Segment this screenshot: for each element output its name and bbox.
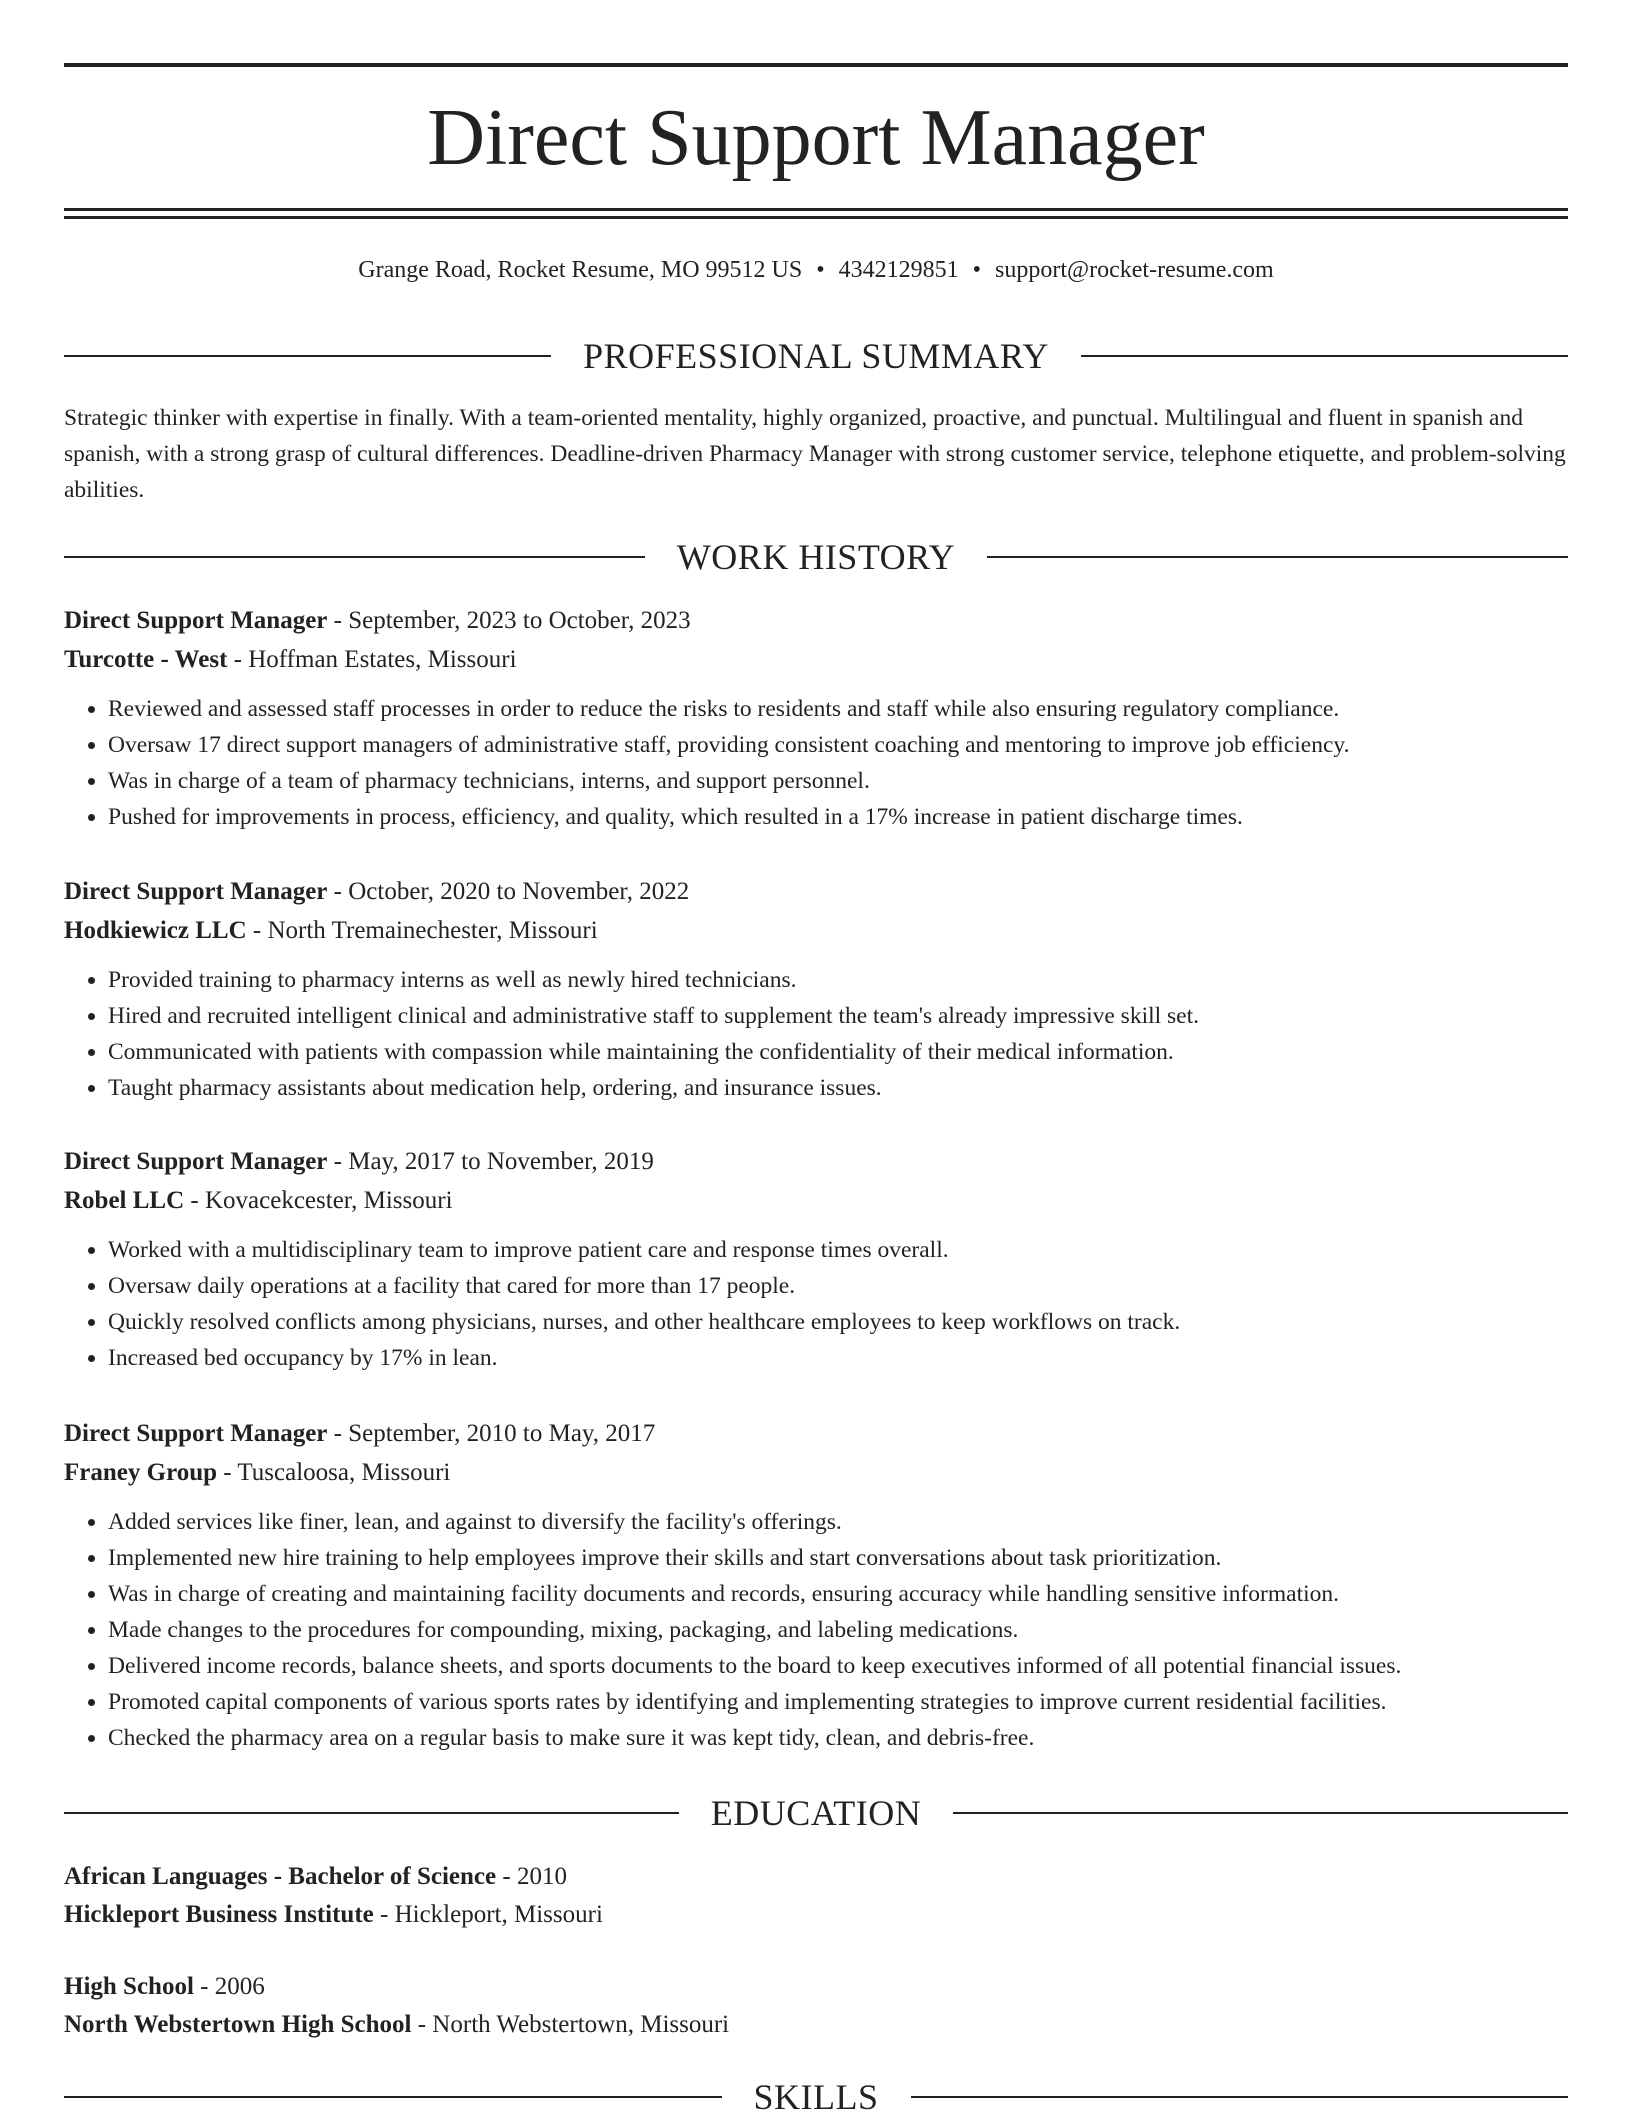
education-degree-line [64, 1858, 1568, 1896]
job-entry [64, 1144, 1568, 1376]
section-heading-skills [64, 2075, 1568, 2119]
section-rule-left [64, 1812, 679, 1814]
job-entry [64, 1416, 1568, 1756]
job-bullet: • Reviewed and assessed staff processes in order to reduce the risks to residents and staff while also ensuring regulatory compliance. [108, 691, 1568, 727]
job-location: - Kovacekcester, Missouri [184, 1187, 453, 1214]
section-rule-left [64, 556, 645, 558]
section-title: EDUCATION [710, 1793, 922, 1833]
job-bullet: • Was in charge of creating and maintaining facility documents and records, ensuring accuracy while handling sensitive information. [108, 1576, 1568, 1612]
job-bullet: • Implemented new hire training to help employees improve their skills and start conversations about task prioritization. [108, 1540, 1568, 1576]
education-school: North Webstertown High School [64, 2011, 412, 2038]
job-bullet: • Hired and recruited intelligent clinical and administrative staff to supplement the team's already impressive skill set. [108, 998, 1568, 1034]
job-dates: - September, 2010 to May, 2017 [327, 1420, 656, 1447]
education-school-line [64, 1896, 1568, 1934]
job-bullet: • Communicated with patients with compassion while maintaining the confidentiality of their medical information. [108, 1034, 1568, 1070]
job-company-line [64, 1455, 1568, 1491]
job-company: Robel LLC [64, 1187, 185, 1214]
job-title-line [64, 1416, 1568, 1452]
section-rule-left [64, 355, 551, 357]
contact-phone: 4342129851 [838, 257, 959, 283]
section-rule-left [64, 2096, 722, 2098]
job-company: Hodkiewicz LLC [64, 917, 247, 944]
job-bullet: • Promoted capital components of various sports rates by identifying and implementing strategies to improve current residential facilities. [108, 1684, 1568, 1720]
job-title-line [64, 1144, 1568, 1180]
section-rule-right [987, 556, 1568, 558]
top-divider [64, 63, 1568, 67]
job-bullets [64, 962, 1568, 1106]
education-location: - Hickleport, Missouri [373, 1901, 603, 1928]
section-title: PROFESSIONAL SUMMARY [583, 336, 1049, 376]
education-entry [64, 1858, 1568, 1934]
education-school-line [64, 2006, 1568, 2044]
contact-line [64, 254, 1568, 286]
job-title: Direct Support Manager [64, 607, 328, 634]
job-title-line [64, 874, 1568, 910]
job-bullet: • Was in charge of a team of pharmacy technicians, interns, and support personnel. [108, 763, 1568, 799]
job-location: - North Tremainechester, Missouri [246, 917, 598, 944]
section-heading-education [64, 1791, 1568, 1835]
job-title: Direct Support Manager [64, 878, 328, 905]
job-bullet: • Made changes to the procedures for compounding, mixing, packaging, and labeling medications. [108, 1612, 1568, 1648]
education-degree: African Languages - Bachelor of Science [64, 1863, 497, 1890]
section-heading-summary [64, 334, 1568, 378]
education-year: - 2010 [496, 1863, 567, 1890]
education-school: Hickleport Business Institute [64, 1901, 374, 1928]
job-dates: - September, 2023 to October, 2023 [327, 607, 691, 634]
contact-separator: • [972, 257, 982, 283]
job-bullet: • Increased bed occupancy by 17% in lean. [108, 1340, 1568, 1376]
job-title: Direct Support Manager [64, 1148, 328, 1175]
job-bullet: • Checked the pharmacy area on a regular basis to make sure it was kept tidy, clean, and debris-free. [108, 1720, 1568, 1756]
education-degree-line [64, 1968, 1568, 2006]
job-bullets [64, 1504, 1568, 1756]
job-bullet: • Delivered income records, balance sheets, and sports documents to the board to keep executives informed of all potential financial issues. [108, 1648, 1568, 1684]
job-bullet: • Oversaw daily operations at a facility that cared for more than 17 people. [108, 1268, 1568, 1304]
contact-separator: • [816, 257, 825, 283]
job-bullet: • Oversaw 17 direct support managers of administrative staff, providing consistent coaching and mentoring to improve job efficiency. [108, 727, 1568, 763]
page-title: Direct Support Manager [427, 94, 1205, 182]
job-entry [64, 874, 1568, 1106]
job-dates: - May, 2017 to November, 2019 [327, 1148, 654, 1175]
section-title: SKILLS [753, 2077, 879, 2117]
job-title-line [64, 603, 1568, 639]
education-entry [64, 1968, 1568, 2044]
contact-address: Grange Road, Rocket Resume, MO 99512 US [358, 257, 803, 283]
section-heading-work-history [64, 535, 1568, 579]
job-company-line [64, 913, 1568, 949]
job-company: Turcotte - West [64, 646, 228, 673]
contact-email: support@rocket-resume.com [995, 257, 1274, 283]
section-title: WORK HISTORY [676, 537, 956, 577]
job-location: - Tuscaloosa, Missouri [217, 1459, 451, 1486]
job-bullet: • Taught pharmacy assistants about medication help, ordering, and insurance issues. [108, 1070, 1568, 1106]
summary-text: Strategic thinker with expertise in finally. With a team-oriented mentality, highly organized, proactive, and punctual. Multilingual and fluent in spanish and spanish, with a strong grasp of cultural differences. Deadline-driven Pharmacy Manager with strong customer service, telephone etiquette, and problem-solving abilities. [64, 405, 1566, 503]
job-company: Franey Group [64, 1459, 218, 1486]
job-bullet: • Pushed for improvements in process, efficiency, and quality, which resulted in a 17% increase in patient discharge times. [108, 799, 1568, 835]
job-company-line [64, 1183, 1568, 1219]
job-bullets [64, 691, 1568, 835]
job-bullets [64, 1232, 1568, 1376]
education-year: - 2006 [193, 1973, 265, 2000]
section-rule-right [911, 2096, 1569, 2098]
section-rule-right [953, 1812, 1568, 1814]
job-bullet: • Provided training to pharmacy interns as well as newly hired technicians. [108, 962, 1568, 998]
title-double-divider [64, 208, 1568, 219]
job-bullet: • Quickly resolved conflicts among physicians, nurses, and other healthcare employees to keep workflows on track. [108, 1304, 1568, 1340]
job-location: - Hoffman Estates, Missouri [227, 646, 517, 673]
job-entry [64, 603, 1568, 835]
education-location: - North Webstertown, Missouri [411, 2011, 730, 2038]
job-title: Direct Support Manager [64, 1420, 328, 1447]
job-bullet: • Added services like finer, lean, and against to diversify the facility's offerings. [108, 1504, 1568, 1540]
job-bullet: • Worked with a multidisciplinary team to improve patient care and response times overall. [108, 1232, 1568, 1268]
job-dates: - October, 2020 to November, 2022 [327, 878, 690, 905]
job-company-line [64, 642, 1568, 678]
section-rule-right [1081, 355, 1568, 357]
education-degree: High School [64, 1973, 194, 2000]
